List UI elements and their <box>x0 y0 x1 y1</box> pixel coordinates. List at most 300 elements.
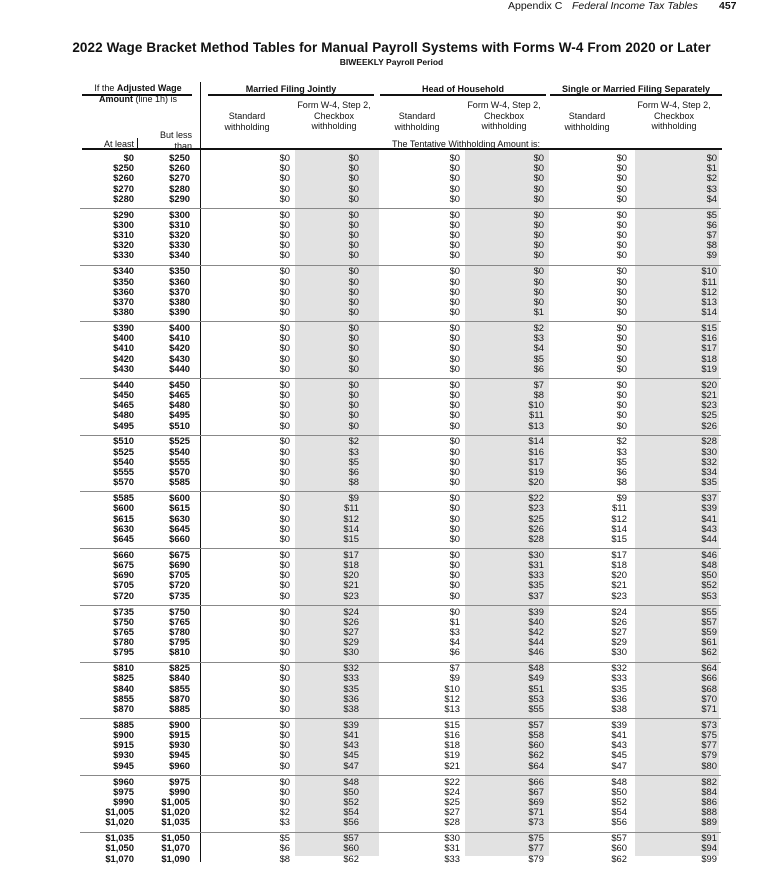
at-least-cell: $270 <box>113 182 134 194</box>
married-standard-cell: $0 <box>279 295 290 307</box>
married-standard-cell: $0 <box>279 502 290 514</box>
married-checkbox-cell: $0 <box>348 249 359 261</box>
single-standard-cell: $56 <box>611 816 627 828</box>
single-checkbox-cell: $55 <box>701 605 717 617</box>
single-standard-cell: $0 <box>616 172 627 184</box>
married-standard-cell: $0 <box>279 532 290 544</box>
head-checkbox-cell: $23 <box>528 502 544 514</box>
single-standard-cell: $24 <box>611 605 627 617</box>
but-less-than-cell: $825 <box>169 662 190 674</box>
single-checkbox-cell: $50 <box>701 569 717 581</box>
head-checkbox-cell: $3 <box>533 332 544 344</box>
single-checkbox-cell: $11 <box>702 275 717 287</box>
head-checkbox-cell: $6 <box>533 362 544 374</box>
married-standard-cell: $0 <box>279 466 290 478</box>
married-standard-cell: $0 <box>279 522 290 534</box>
married-checkbox-cell: $0 <box>348 388 359 400</box>
head-checkbox-cell: $7 <box>533 378 544 390</box>
single-checkbox-cell: $73 <box>701 718 717 730</box>
head-checkbox-cell: $62 <box>528 749 544 761</box>
married-standard-cell: $0 <box>279 636 290 648</box>
married-standard-cell: $0 <box>279 569 290 581</box>
but-less-than-cell: $1,070 <box>161 842 190 854</box>
married-checkbox-cell: $0 <box>348 332 359 344</box>
but-less-than-cell: $250 <box>169 152 190 163</box>
single-standard-cell: $0 <box>616 378 627 390</box>
head-standard-cell: $0 <box>449 532 460 544</box>
head-standard-cell: $13 <box>444 702 460 714</box>
single-checkbox-cell: $59 <box>701 625 717 637</box>
married-checkbox-cell: $0 <box>348 229 359 241</box>
head-checkbox-cell: $20 <box>528 476 544 488</box>
head-standard-cell: $0 <box>449 455 460 467</box>
head-checkbox-cell: $0 <box>533 265 544 277</box>
single-standard-cell: $15 <box>611 532 627 544</box>
single-standard-cell: $0 <box>616 192 627 204</box>
head-standard-cell: $0 <box>449 445 460 457</box>
married-standard-cell: $2 <box>279 806 290 818</box>
single-standard-cell: $35 <box>611 682 627 694</box>
married-checkbox-cell: $17 <box>343 548 359 560</box>
at-least-cell: $765 <box>113 625 134 637</box>
married-standard-cell: $0 <box>279 265 290 277</box>
married-standard-cell: $0 <box>279 662 290 674</box>
but-less-than-cell: $390 <box>169 306 190 318</box>
head-standard-cell: $30 <box>444 832 460 844</box>
single-checkbox-cell: $79 <box>701 749 717 761</box>
at-least-cell: $720 <box>113 589 134 601</box>
married-checkbox-cell: $0 <box>348 239 359 251</box>
single-standard-cell: $3 <box>616 445 627 457</box>
head-checkbox-cell: $46 <box>528 646 544 658</box>
married-checkbox-cell: $32 <box>343 662 359 674</box>
row-group <box>0 493 783 550</box>
but-less-than-cell: $495 <box>169 409 190 421</box>
single-standard-cell: $0 <box>616 182 627 194</box>
but-less-than-cell: $570 <box>169 466 190 478</box>
at-least-cell: $825 <box>113 672 134 684</box>
married-standard-cell: $5 <box>279 832 290 844</box>
married-checkbox-cell: $0 <box>348 419 359 431</box>
married-standard-cell: $6 <box>279 842 290 854</box>
table-row <box>0 364 783 374</box>
at-least-cell: $660 <box>113 548 134 560</box>
at-least-cell: $600 <box>113 502 134 514</box>
but-less-than-cell: $330 <box>169 239 190 251</box>
head-standard-cell: $31 <box>444 842 460 854</box>
married-group-heading: Married Filing Jointly <box>245 84 337 94</box>
but-less-than-cell: $300 <box>169 208 190 220</box>
married-checkbox-cell: $27 <box>343 625 359 637</box>
single-checkbox-cell: $0 <box>706 152 717 163</box>
head-standard-cell: $1 <box>449 615 460 627</box>
married-standard-cell: $0 <box>279 559 290 570</box>
row-group <box>0 720 783 777</box>
single-checkbox-cell: $26 <box>701 419 717 431</box>
head-standard-cell: $0 <box>449 295 460 307</box>
single-standard-cell: $5 <box>616 455 627 467</box>
married-standard-cell: $0 <box>279 208 290 220</box>
head-checkbox-cell: $0 <box>533 218 544 230</box>
married-checkbox-cell: $21 <box>343 579 359 591</box>
but-less-than-cell: $340 <box>169 249 190 261</box>
head-standard-cell: $0 <box>449 522 460 534</box>
single-standard-cell: $0 <box>616 239 627 251</box>
head-checkbox-cell: $17 <box>528 455 544 467</box>
single-standard-cell: $54 <box>611 806 627 818</box>
at-least-cell: $370 <box>113 295 134 307</box>
married-checkbox-cell: $26 <box>343 615 359 627</box>
married-standard-cell: $0 <box>279 646 290 658</box>
at-least-cell: $510 <box>113 435 134 447</box>
head-checkbox-cell: $8 <box>533 388 544 400</box>
at-least-heading: At least <box>103 139 134 149</box>
head-standard-cell: $0 <box>449 388 460 400</box>
at-least-cell: $330 <box>113 249 134 261</box>
at-least-cell: $430 <box>113 362 134 374</box>
single-checkbox-cell: $20 <box>701 378 717 390</box>
head-checkbox-cell: $79 <box>528 852 544 864</box>
married-checkbox-cell: $36 <box>343 692 359 704</box>
married-standard-cell: $0 <box>279 672 290 684</box>
head-checkbox-cell: $0 <box>533 208 544 220</box>
page-number: 457 <box>719 0 737 12</box>
single-checkbox-cell: $48 <box>701 559 717 570</box>
married-standard-cell: $0 <box>279 342 290 354</box>
single-standard-cell: $0 <box>616 342 627 354</box>
married-standard-cell: $0 <box>279 419 290 431</box>
but-less-than-cell: $465 <box>169 388 190 400</box>
but-less-than-cell: $420 <box>169 342 190 354</box>
head-standard-cell: $22 <box>444 775 460 787</box>
married-checkbox-cell: $0 <box>348 295 359 307</box>
married-standard-cell: $0 <box>279 306 290 318</box>
single-standard-cell: $21 <box>611 579 627 591</box>
head-checkbox-cell: $64 <box>528 759 544 771</box>
single-checkbox-cell: $4 <box>706 192 717 204</box>
row-group <box>0 607 783 664</box>
married-checkbox-cell: $62 <box>343 852 359 864</box>
single-checkbox-cell: $5 <box>706 208 717 220</box>
married-standard-cell: $0 <box>279 229 290 241</box>
single-standard-cell: $43 <box>611 739 627 751</box>
single-standard-cell: $0 <box>616 285 627 297</box>
single-checkbox-cell: $94 <box>701 842 717 854</box>
single-checkbox-cell: $53 <box>701 589 717 601</box>
but-less-than-cell: $645 <box>169 522 190 534</box>
row-group <box>0 777 783 834</box>
married-checkbox-cell: $3 <box>348 445 359 457</box>
married-checkbox-cell: $60 <box>343 842 359 854</box>
married-checkbox-cell: $41 <box>343 729 359 741</box>
head-checkbox-cell: $48 <box>528 662 544 674</box>
at-least-cell: $1,005 <box>105 806 134 818</box>
head-standard-cell: $0 <box>449 362 460 374</box>
married-standard-cell: $3 <box>279 816 290 828</box>
but-less-than-cell: $915 <box>169 729 190 741</box>
at-least-cell: $885 <box>113 718 134 730</box>
head-standard-cell: $0 <box>449 492 460 504</box>
single-standard-cell: $0 <box>616 322 627 334</box>
single-checkbox-cell: $32 <box>701 455 717 467</box>
head-checkbox-cell: $0 <box>533 239 544 251</box>
at-least-cell: $840 <box>113 682 134 694</box>
head-checkbox-cell: $0 <box>533 295 544 307</box>
single-checkbox-cell: $10 <box>701 265 717 277</box>
head-checkbox-cell: $0 <box>533 162 544 174</box>
running-head <box>0 0 783 14</box>
table-row <box>0 194 783 204</box>
but-less-than-cell: $400 <box>169 322 190 334</box>
single-standard-cell: $11 <box>612 502 627 514</box>
head-standard-cell: $0 <box>449 218 460 230</box>
married-standard-cell: $0 <box>279 605 290 617</box>
married-standard-cell: $0 <box>279 239 290 251</box>
married-checkbox-cell: $0 <box>348 342 359 354</box>
head-standard-cell: $0 <box>449 569 460 581</box>
appendix-label: Appendix C <box>508 0 563 12</box>
but-less-than-cell: $525 <box>169 435 190 447</box>
single-checkbox-cell: $28 <box>701 435 717 447</box>
at-least-cell: $870 <box>113 702 134 714</box>
but-less-than-cell: $705 <box>169 569 190 581</box>
but-less-than-cell: $290 <box>169 192 190 204</box>
but-less-than-cell: $260 <box>169 162 190 174</box>
married-standard-cell: $0 <box>279 409 290 421</box>
but-less-than-cell: $885 <box>169 702 190 714</box>
head-checkbox-cell: $71 <box>528 806 544 818</box>
married-standard-cell: $0 <box>279 739 290 751</box>
married-checkbox-cell: $0 <box>348 285 359 297</box>
table-row <box>0 410 783 420</box>
head-standard-cell: $0 <box>449 192 460 204</box>
single-checkbox-cell: $62 <box>701 646 717 658</box>
but-less-than-cell: $810 <box>169 646 190 658</box>
but-less-than-cell: $510 <box>169 419 190 431</box>
but-less-than-cell: $840 <box>169 672 190 684</box>
row-group <box>0 550 783 607</box>
at-least-cell: $410 <box>113 342 134 354</box>
row-group <box>0 380 783 437</box>
single-checkbox-cell: $19 <box>701 362 717 374</box>
at-least-cell: $1,020 <box>105 816 134 828</box>
head-checkbox-cell: $33 <box>528 569 544 581</box>
single-checkbox-cell: $86 <box>701 795 717 807</box>
single-standard-cell: $0 <box>616 152 627 163</box>
but-less-than-cell: $270 <box>169 172 190 184</box>
single-standard-cell: $20 <box>611 569 627 581</box>
head-standard-cell: $0 <box>449 419 460 431</box>
married-standard-cell: $0 <box>279 682 290 694</box>
single-standard-cell: $0 <box>616 265 627 277</box>
married-checkbox-cell: $15 <box>343 532 359 544</box>
but-less-than-cell: $660 <box>169 532 190 544</box>
head-standard-cell: $4 <box>449 636 460 648</box>
single-checkbox-cell: $77 <box>701 739 717 751</box>
single-checkbox-cell: $12 <box>701 285 717 297</box>
table-row <box>0 704 783 714</box>
head-checkbox-cell: $73 <box>528 816 544 828</box>
single-standard-cell: $41 <box>611 729 627 741</box>
married-standard-cell: $0 <box>279 218 290 230</box>
but-less-than-cell: $870 <box>169 692 190 704</box>
single-standard-cell: $0 <box>616 162 627 174</box>
head-checkbox-cell: $0 <box>533 229 544 241</box>
single-standard-cell: $2 <box>616 435 627 447</box>
head-standard-cell: $6 <box>449 646 460 658</box>
married-standard-cell: $0 <box>279 435 290 447</box>
but-less-than-cell: $1,005 <box>161 795 190 807</box>
wage-column-divider <box>137 138 138 149</box>
but-less-than-cell: $780 <box>169 625 190 637</box>
single-checkbox-cell: $39 <box>701 502 717 514</box>
single-standard-cell: $0 <box>616 249 627 261</box>
at-least-cell: $465 <box>113 399 134 411</box>
but-less-than-cell: $450 <box>169 378 190 390</box>
married-checkbox-cell: $0 <box>348 172 359 184</box>
head-standard-cell: $3 <box>449 625 460 637</box>
head-standard-cell: $7 <box>449 662 460 674</box>
single-standard-cell: $0 <box>616 362 627 374</box>
but-less-than-cell: $1,050 <box>161 832 190 844</box>
head-standard-cell: $0 <box>449 435 460 447</box>
married-standard-heading: Standard withholding <box>224 111 270 132</box>
head-checkbox-cell: $0 <box>533 172 544 184</box>
single-checkbox-cell: $41 <box>701 512 717 524</box>
but-less-than-cell: $795 <box>169 636 190 648</box>
married-standard-cell: $0 <box>279 182 290 194</box>
single-standard-cell: $12 <box>611 512 627 524</box>
at-least-cell: $930 <box>113 749 134 761</box>
single-checkbox-cell: $57 <box>701 615 717 627</box>
table-row <box>0 421 783 431</box>
head-checkbox-cell: $55 <box>528 702 544 714</box>
at-least-cell: $420 <box>113 352 134 364</box>
head-checkbox-cell: $13 <box>528 419 544 431</box>
married-checkbox-cell: $9 <box>348 492 359 504</box>
head-standard-cell: $0 <box>449 265 460 277</box>
at-least-cell: $675 <box>113 559 134 570</box>
head-group-heading: Head of Household <box>421 84 504 94</box>
but-less-than-cell: $690 <box>169 559 190 570</box>
head-standard-cell: $15 <box>444 718 460 730</box>
married-checkbox-cell: $0 <box>348 378 359 390</box>
head-standard-cell: $0 <box>449 162 460 174</box>
married-checkbox-cell: $24 <box>343 605 359 617</box>
married-standard-cell: $0 <box>279 275 290 287</box>
table-row <box>0 503 783 513</box>
head-standard-cell: $0 <box>449 502 460 514</box>
at-least-cell: $1,070 <box>105 852 134 864</box>
adjusted-wage-heading: If the Adjusted Wage Amount (line 1h) is <box>94 83 182 104</box>
table-row <box>0 854 783 864</box>
head-standard-cell: $27 <box>444 806 460 818</box>
head-standard-cell: $0 <box>449 249 460 261</box>
married-checkbox-cell: $38 <box>343 702 359 714</box>
head-standard-cell: $0 <box>449 399 460 411</box>
married-checkbox-cell: $11 <box>344 502 359 514</box>
head-checkbox-cell: $28 <box>528 532 544 544</box>
single-checkbox-cell: $21 <box>701 388 717 400</box>
single-checkbox-cell: $1 <box>706 162 717 174</box>
head-standard-cell: $0 <box>449 306 460 318</box>
head-standard-cell: $0 <box>449 352 460 364</box>
head-standard-cell: $0 <box>449 409 460 421</box>
married-checkbox-cell: $18 <box>343 559 359 570</box>
single-standard-cell: $9 <box>616 492 627 504</box>
at-least-cell: $440 <box>113 378 134 390</box>
but-less-than-cell: $310 <box>169 218 190 230</box>
head-checkbox-cell: $16 <box>528 445 544 457</box>
but-less-than-cell: $410 <box>169 332 190 344</box>
but-less-than-cell: $990 <box>169 785 190 797</box>
head-standard-cell: $0 <box>449 579 460 591</box>
row-group <box>0 323 783 380</box>
single-checkbox-cell: $37 <box>701 492 717 504</box>
single-standard-cell: $0 <box>616 399 627 411</box>
married-standard-cell: $0 <box>279 579 290 591</box>
married-standard-cell: $0 <box>279 785 290 797</box>
head-checkbox-cell: $0 <box>533 152 544 163</box>
married-standard-cell: $0 <box>279 445 290 457</box>
single-checkbox-cell: $46 <box>701 548 717 560</box>
at-least-cell: $945 <box>113 759 134 771</box>
head-standard-cell: $0 <box>449 605 460 617</box>
single-checkbox-cell: $34 <box>701 466 717 478</box>
single-standard-cell: $23 <box>611 589 627 601</box>
head-standard-cell: $0 <box>449 182 460 194</box>
at-least-cell: $705 <box>113 579 134 591</box>
head-standard-cell: $0 <box>449 548 460 560</box>
but-less-than-cell: $540 <box>169 445 190 457</box>
single-checkbox-cell: $52 <box>701 579 717 591</box>
but-less-than-cell: $555 <box>169 455 190 467</box>
single-checkbox-cell: $68 <box>701 682 717 694</box>
married-checkbox-cell: $5 <box>348 455 359 467</box>
single-standard-cell: $0 <box>616 208 627 220</box>
but-less-than-cell: $480 <box>169 399 190 411</box>
row-group <box>0 663 783 720</box>
married-standard-cell: $0 <box>279 589 290 601</box>
at-least-cell: $290 <box>113 208 134 220</box>
table-row <box>0 647 783 657</box>
married-checkbox-cell: $35 <box>343 682 359 694</box>
head-checkbox-cell: $31 <box>528 559 544 570</box>
single-standard-cell: $39 <box>611 718 627 730</box>
married-checkbox-cell: $0 <box>348 192 359 204</box>
single-standard-cell: $0 <box>616 332 627 344</box>
married-standard-cell: $0 <box>279 795 290 807</box>
at-least-cell: $1,035 <box>105 832 134 844</box>
at-least-cell: $780 <box>113 636 134 648</box>
head-checkbox-cell: $2 <box>533 322 544 334</box>
married-checkbox-cell: $56 <box>343 816 359 828</box>
but-less-than-cell: $1,035 <box>161 816 190 828</box>
married-checkbox-cell: $12 <box>343 512 359 524</box>
single-checkbox-cell: $2 <box>706 172 717 184</box>
head-standard-heading: Standard withholding <box>394 111 440 132</box>
at-least-cell: $690 <box>113 569 134 581</box>
head-checkbox-cell: $11 <box>529 409 544 421</box>
at-least-cell: $495 <box>113 419 134 431</box>
married-checkbox-cell: $29 <box>343 636 359 648</box>
married-standard-cell: $0 <box>279 476 290 488</box>
married-standard-cell: $0 <box>279 285 290 297</box>
married-standard-cell: $0 <box>279 455 290 467</box>
married-checkbox-cell: $2 <box>348 435 359 447</box>
single-checkbox-cell: $64 <box>701 662 717 674</box>
head-checkbox-cell: $51 <box>528 682 544 694</box>
